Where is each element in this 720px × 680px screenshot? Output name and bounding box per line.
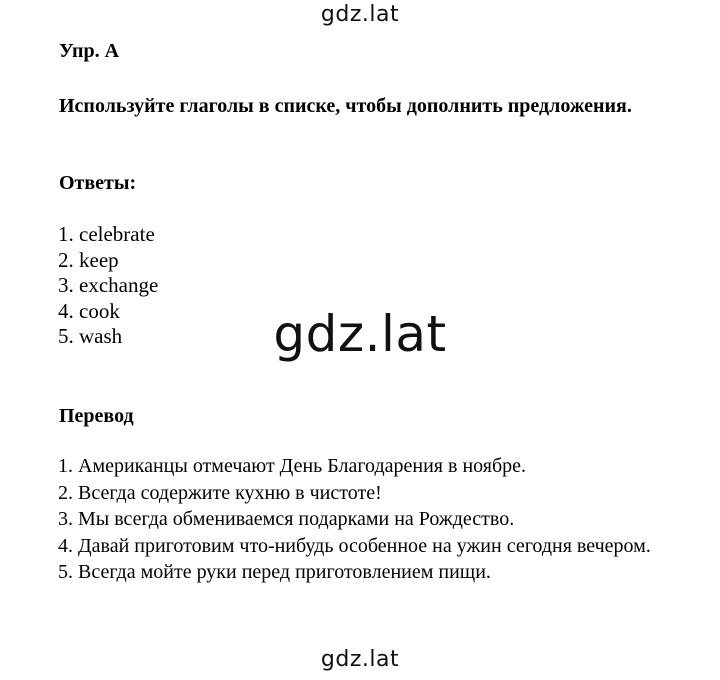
exercise-title: Упр. A bbox=[59, 40, 120, 62]
answers-title: Ответы: bbox=[59, 172, 137, 194]
translation-list bbox=[12, 453, 695, 586]
translation-title: Перевод bbox=[59, 405, 134, 427]
translation-item: 2. Всегда содержите кухню в чистоте! bbox=[58, 481, 382, 504]
translation-item: 1. Американцы отмечают День Благодарения в ноябре. bbox=[58, 455, 527, 477]
watermark-middle: gdz.lat bbox=[273, 305, 447, 363]
answer-item: 3. exchange bbox=[58, 273, 159, 298]
translation-item: 4. Давай приготовим что-нибудь особенное на ужин сегодня вечером. bbox=[58, 534, 651, 557]
answer-item: 4. cook bbox=[58, 298, 120, 323]
watermark-top: gdz.lat bbox=[320, 2, 400, 27]
exercise-instruction: Используйте глаголы в списке, чтобы дополнить предложения. bbox=[59, 95, 632, 117]
translation-item: 3. Мы всегда обмениваемся подарками на Рождество. bbox=[58, 508, 515, 530]
watermark-bottom: gdz.lat bbox=[320, 647, 400, 672]
answer-item: 1. celebrate bbox=[58, 222, 155, 246]
answer-item: 2. keep bbox=[58, 247, 119, 272]
answer-item: 5. wash bbox=[58, 324, 123, 349]
translation-item: 5. Всегда мойте руки перед приготовлением пищи. bbox=[58, 561, 491, 583]
